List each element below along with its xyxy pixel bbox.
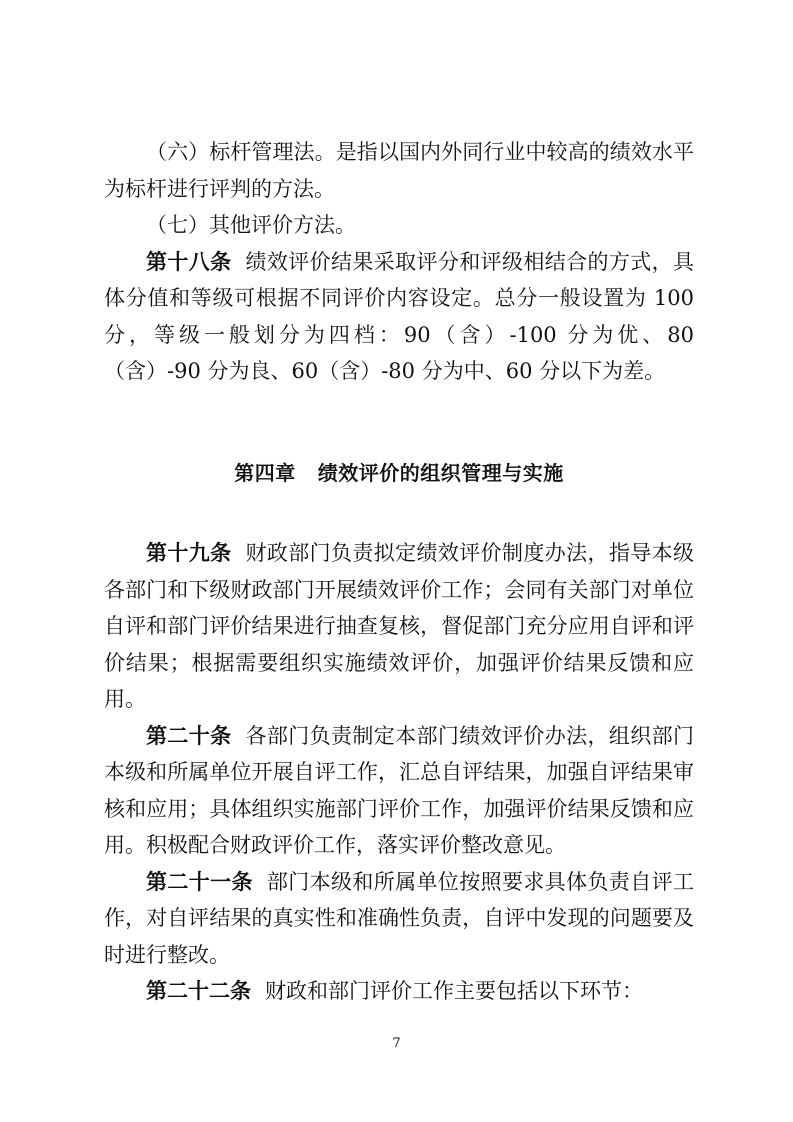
paragraph-text: 部门本级和所属单位按照要求具体负责自评工作，对自评结果的真实性和准确性负责，自评中发现的问题要及时进行整改。 [104,869,694,967]
bottom-section [104,535,694,1010]
paragraph-text: 绩效评价结果采取评分和评级相结合的方式，具体分值和等级可根据不同评价内容设定。总分一般设置为 100 分，等级一般划分为四档：90（含）-100 分为优、80（含）-90 分为良、60（含）-80 分为中、60 分以下为差。 [104,249,694,383]
paragraph-text: 各部门负责制定本部门绩效评价办法，组织部门本级和所属单位开展自评工作，汇总自评结果，加强自评结果审核和应用；具体组织实施部门评价工作，加强评价结果反馈和应用。积极配合财政评价工作，落实评价整改意见。 [104,723,694,857]
article-21 [104,864,694,974]
paragraph-other-methods [104,207,694,244]
chapter-number: 第四章 [234,461,296,485]
article-number: 第二十一条 [146,869,253,894]
article-number: 第十九条 [146,541,232,565]
chapter-title: 绩效评价的组织管理与实施 [317,461,564,485]
top-section [104,134,694,390]
paragraph-text: 财政和部门评价工作主要包括以下环节： [265,979,643,1003]
article-number: 第二十二条 [146,979,251,1003]
page-number: 7 [392,1036,401,1051]
article-22 [104,973,694,1010]
article-19 [104,535,694,718]
article-20 [104,718,694,864]
article-18 [104,244,694,390]
article-number: 第二十条 [146,723,232,748]
paragraph-benchmark-method [104,134,694,207]
paragraph-text: （七）其他评价方法。 [146,213,356,237]
paragraph-text: 财政部门负责拟定绩效评价制度办法，指导本级各部门和下级财政部门开展绩效评价工作；会同有关部门对单位自评和部门评价结果进行抽查复核，督促部门充分应用自评和评价结果；根据需要组织实施绩效评价，加强评价结果反馈和应用。 [104,541,694,711]
paragraph-text: （六）标杆管理法。是指以国内外同行业中较高的绩效水平为标杆进行评判的方法。 [104,140,694,201]
chapter-heading [104,456,694,490]
article-number: 第十八条 [146,249,232,274]
